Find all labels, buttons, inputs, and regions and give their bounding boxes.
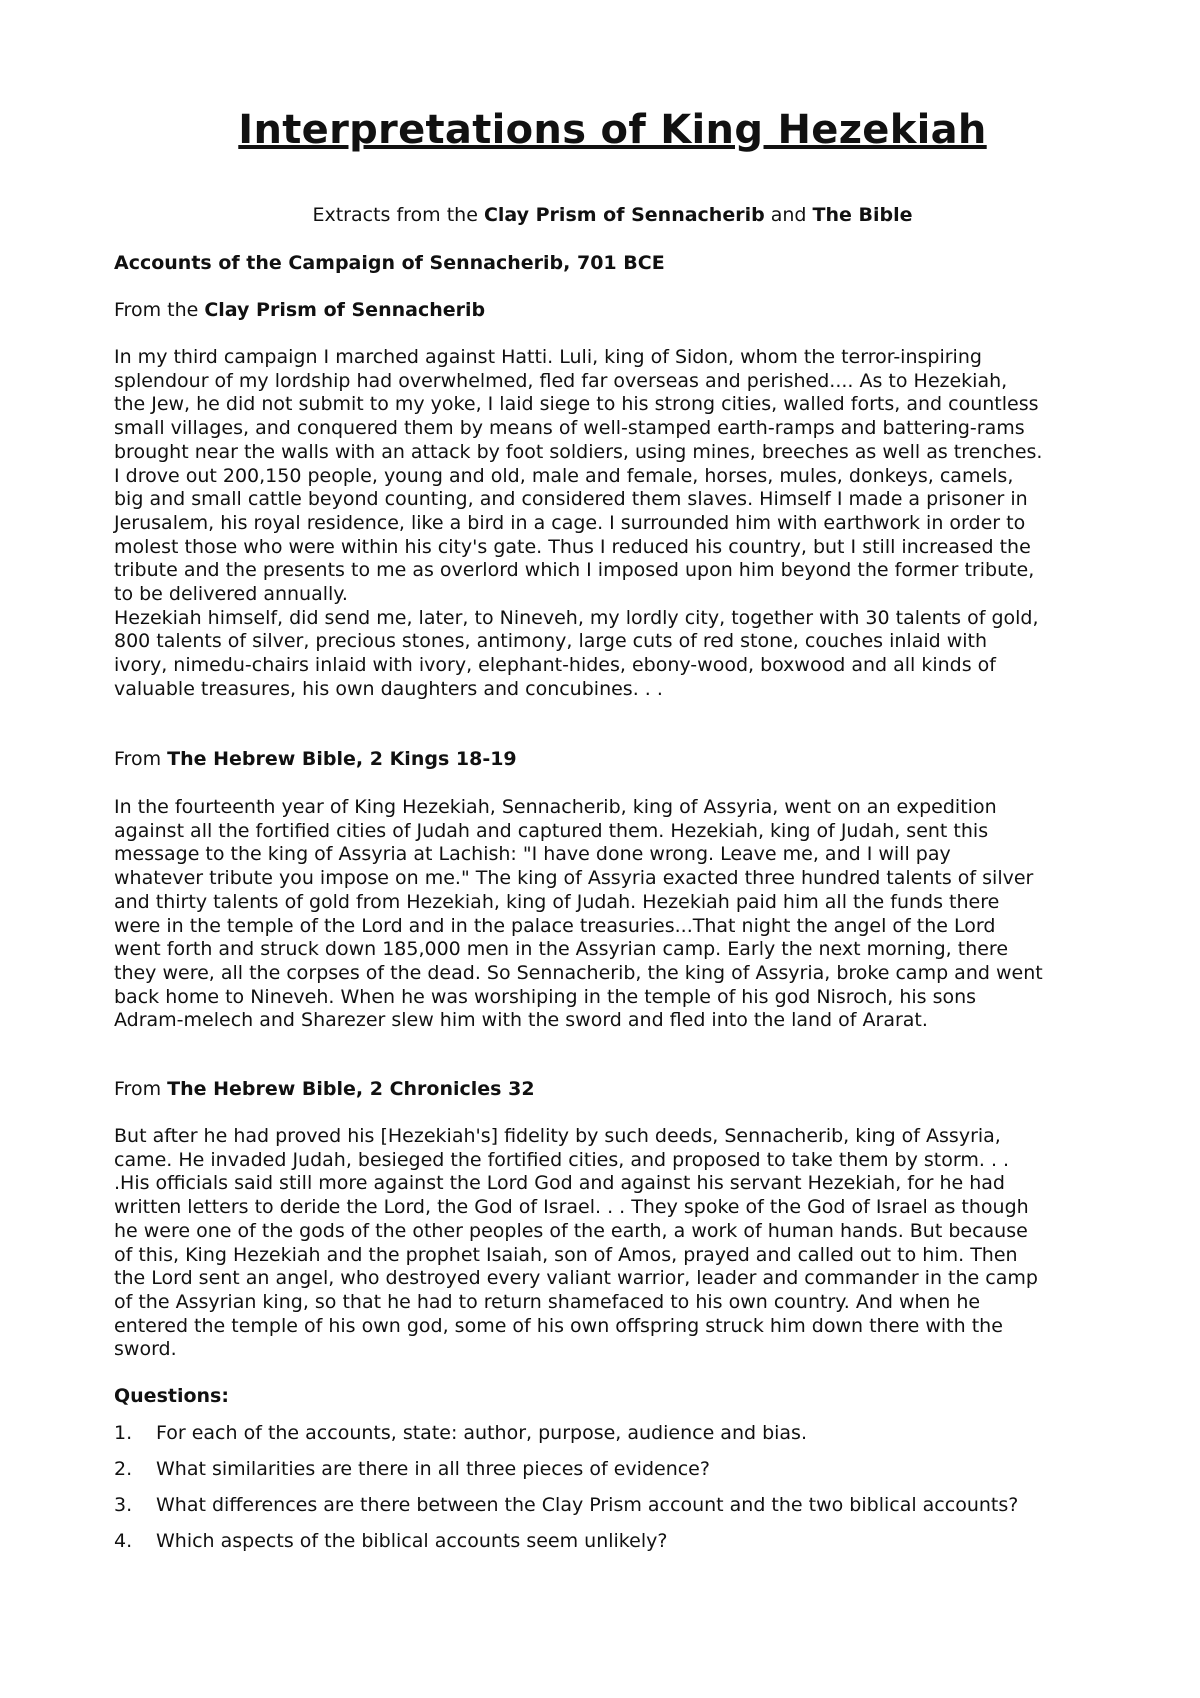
subtitle-source2: The Bible: [812, 204, 913, 226]
extract1-line: to be delivered annually.: [114, 583, 348, 606]
extract2-line: they were, all the corpses of the dead. So Sennacherib, the king of Assyria, broke camp and went: [114, 961, 1043, 984]
extract2-line: back home to Nineveh. When he was worshiping in the temple of his god Nisroch, his sons: [114, 985, 977, 1008]
extract2-line: and thirty talents of gold from Hezekiah, king of Judah. Hezekiah paid him all the funds there: [114, 890, 1000, 913]
extract3-line: he were one of the gods of the other peoples of the earth, a work of human hands. But because: [114, 1219, 1028, 1242]
question-text: What differences are there between the Clay Prism account and the two biblical accounts?: [156, 1494, 1019, 1516]
extract3-from: From: [114, 1078, 168, 1100]
extract1-source: Clay Prism of Sennacherib: [204, 299, 486, 321]
extract1-from: From the: [114, 299, 205, 321]
question-number: 4.: [114, 1530, 133, 1552]
question-item: [114, 1457, 710, 1481]
question-number: 3.: [114, 1494, 133, 1516]
extract2-line: whatever tribute you impose on me." The king of Assyria exacted three hundred talents of silver: [114, 867, 1034, 890]
extract1-line: molest those who were within his city's gate. Thus I reduced his country, but I still increased the: [114, 535, 1031, 558]
extract2-line: message to the king of Assyria at Lachish: "I have done wrong. Leave me, and I will pay: [114, 843, 951, 866]
extract1-body: [114, 346, 1114, 702]
question-text: For each of the accounts, state: author, purpose, audience and bias.: [156, 1422, 808, 1444]
extract1-line: I drove out 200,150 people, young and old, male and female, horses, mules, donkeys, camels,: [114, 464, 1014, 487]
extract2-line: Adram-melech and Sharezer slew him with the sword and fled into the land of Ararat.: [114, 1009, 928, 1032]
extract1-line: tribute and the presents to me as overlord which I imposed upon him beyond the former tribute,: [114, 559, 1035, 582]
extract3-heading: [114, 1077, 535, 1101]
extract1-line: small villages, and conquered them by means of well-stamped earth-ramps and battering-rams: [114, 417, 1025, 440]
extract2-line: went forth and struck down 185,000 men in the Assyrian camp. Early the next morning, there: [114, 938, 1009, 961]
question-text: Which aspects of the biblical accounts seem unlikely?: [156, 1530, 668, 1552]
extract3-line: the Lord sent an angel, who destroyed every valiant warrior, leader and commander in the camp: [114, 1267, 1038, 1290]
extract1-line: splendour of my lordship had overwhelmed, fled far overseas and perished.... As to Hezekiah,: [114, 369, 1008, 392]
extract1-line: Hezekiah himself, did send me, later, to Nineveh, my lordly city, together with 30 talents of gold,: [114, 606, 1039, 629]
extract3-line: sword.: [114, 1338, 177, 1361]
page-title: Interpretations of King Hezekiah: [238, 107, 987, 153]
question-item: [114, 1493, 1018, 1517]
extract1-line: Jerusalem, his royal residence, like a bird in a cage. I surrounded him with earthwork in order to: [114, 511, 1026, 534]
extract1-line: ivory, nimedu-chairs inlaid with ivory, elephant-hides, ebony-wood, boxwood and all kinds of: [114, 654, 996, 677]
extract3-line: of this, King Hezekiah and the prophet Isaiah, son of Amos, prayed and called out to him. Then: [114, 1243, 1018, 1266]
extract2-from: From: [114, 748, 168, 770]
extract1-line: the Jew, he did not submit to my yoke, I laid siege to his strong cities, walled forts, and countless: [114, 393, 1039, 416]
extract2-source: The Hebrew Bible, 2 Kings 18-19: [167, 748, 517, 770]
extract2-line: In the fourteenth year of King Hezekiah, Sennacherib, king of Assyria, went on an expedition: [114, 796, 997, 818]
extract2-line: were in the temple of the Lord and in the palace treasuries...That night the angel of the Lord: [114, 914, 996, 937]
question-item: [114, 1421, 807, 1445]
question-item: [114, 1529, 667, 1553]
extract2-heading: [114, 747, 517, 771]
extract1-line: brought near the walls with an attack by foot soldiers, using mines, breeches as well as trenches.: [114, 440, 1043, 463]
question-number: 2.: [114, 1458, 133, 1480]
extract3-line: of the Assyrian king, so that he had to return shamefaced to his own country. And when he: [114, 1290, 981, 1313]
extract3-line: But after he had proved his [Hezekiah's] fidelity by such deeds, Sennacherib, king of Assyria,: [114, 1125, 1001, 1147]
extract3-source: The Hebrew Bible, 2 Chronicles 32: [167, 1078, 535, 1100]
question-text: What similarities are there in all three pieces of evidence?: [156, 1458, 710, 1480]
subtitle-source1: Clay Prism of Sennacherib: [483, 204, 765, 226]
extract1-line: In my third campaign I marched against Hatti. Luli, king of Sidon, whom the terror-inspiring: [114, 346, 982, 368]
extract1-heading: [114, 298, 485, 322]
subtitle: [0, 203, 1200, 227]
extract1-line: valuable treasures, his own daughters and concubines. . .: [114, 677, 663, 700]
extract3-line: came. He invaded Judah, besieged the fortified cities, and proposed to take them by storm. . .: [114, 1148, 1010, 1171]
extract2-body: [114, 796, 1114, 1033]
extract2-line: against all the fortified cities of Judah and captured them. Hezekiah, king of Judah, sent this: [114, 819, 989, 842]
section-heading: Accounts of the Campaign of Sennacherib, 701 BCE: [114, 252, 665, 274]
questions-heading: Questions:: [114, 1385, 229, 1407]
extract3-line: written letters to deride the Lord, the God of Israel. . . They spoke of the God of Israel as though: [114, 1196, 1029, 1219]
extract3-line: .His officials said still more against the Lord God and against his servant Hezekiah, for he had: [114, 1172, 1005, 1195]
question-number: 1.: [114, 1422, 133, 1444]
extract1-line: big and small cattle beyond counting, and considered them slaves. Himself I made a prisoner in: [114, 488, 1028, 511]
extract3-line: entered the temple of his own god, some of his own offspring struck him down there with the: [114, 1314, 1003, 1337]
extract3-body: [114, 1125, 1114, 1362]
subtitle-middle: and: [764, 204, 813, 226]
extract1-line: 800 talents of silver, precious stones, antimony, large cuts of red stone, couches inlaid with: [114, 630, 988, 653]
subtitle-prefix: Extracts from the: [312, 204, 484, 226]
